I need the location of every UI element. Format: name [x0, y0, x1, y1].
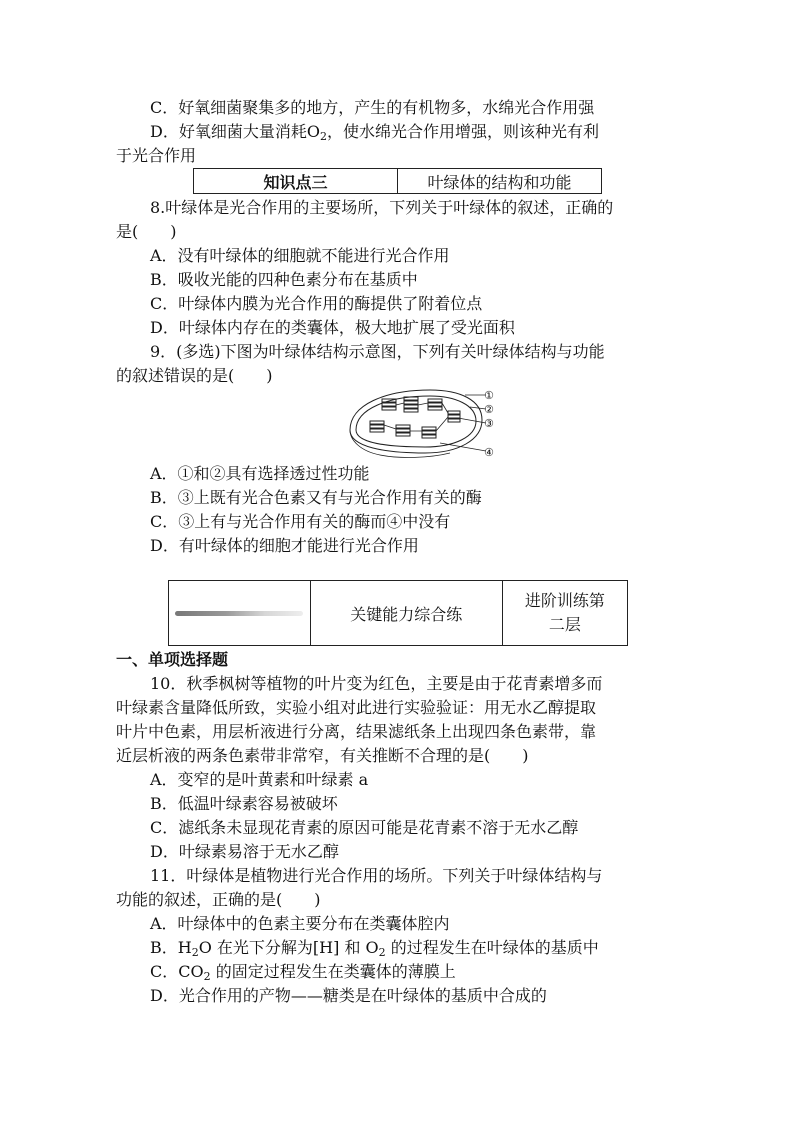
banner-level-line2: 二层: [548, 615, 581, 634]
banner-level: [502, 581, 627, 646]
chloroplast-diagram: [340, 385, 500, 465]
q9-option-b: B．③上既有光合色素又有与光合作用有关的酶: [150, 488, 482, 507]
q8-stem-cont: 是( ): [116, 222, 177, 241]
q11-option-d: D．光合作用的产物——糖类是在叶绿体的基质中合成的: [150, 986, 547, 1005]
banner-level-line1: 进阶训练第: [524, 591, 605, 610]
q10-option-c: C．滤纸条未显现花青素的原因可能是花青素不溶于无水乙醇: [150, 818, 579, 837]
q8-option-a: A．没有叶绿体的细胞就不能进行光合作用: [150, 246, 450, 265]
banner-bar-graphic: [175, 611, 303, 616]
q11-option-c: C．$CO_2$ 的固定过程发生在类囊体的薄膜上: [150, 962, 456, 983]
q10-stem-cont-2: 叶片中色素，用层析液进行分离，结果滤纸条上出现四条色素带，靠: [116, 722, 597, 741]
q10-stem-cont-1: 叶绿素含量降低所致，实验小组对此进行实验验证：用无水乙醇提取: [116, 698, 597, 717]
q10-option-b: B．低温叶绿素容易被破坏: [150, 794, 338, 813]
q8-stem: 8.叶绿体是光合作用的主要场所，下列关于叶绿体的叙述，正确的: [150, 198, 614, 217]
q7-option-d: D．好氧细菌大量消耗$O_2$，使水绵光合作用增强，则该种光有利: [150, 122, 599, 143]
q8-option-b: B．吸收光能的四种色素分布在基质中: [150, 270, 418, 289]
q11-option-b: B．$H_2O$ 在光下分解为[H] 和 $O_2$ 的过程发生在叶绿体的基质中: [150, 938, 599, 959]
q10-option-a: A．变窄的是叶黄素和叶绿素 a: [150, 770, 369, 789]
q7-option-d-cont: 于光合作用: [116, 146, 197, 165]
q9-stem-cont: 的叙述错误的是( ): [116, 366, 273, 385]
q10-stem: 10．秋季枫树等植物的叶片变为红色，主要是由于花青素增多而: [150, 674, 603, 693]
diagram-label-4: ④: [484, 446, 494, 459]
q11-stem: 11．叶绿体是植物进行光合作用的场所。下列关于叶绿体结构与: [150, 866, 603, 885]
q9-option-a: A．①和②具有选择透过性功能: [150, 464, 370, 483]
diagram-label-3: ③: [484, 417, 494, 430]
banner-title: 关键能力综合练: [310, 581, 502, 646]
diagram-label-1: ①: [484, 389, 494, 402]
q10-stem-cont-3: 近层析液的两条色素带非常窄，有关推断不合理的是( ): [116, 746, 529, 765]
q11-option-a: A．叶绿体中的色素主要分布在类囊体腔内: [150, 914, 450, 933]
q11-stem-cont: 功能的叙述，正确的是( ): [116, 890, 321, 909]
section-banner: [168, 580, 628, 646]
banner-decoration: [169, 581, 311, 646]
knowledge-point-header: [193, 168, 602, 194]
knowledge-point-title: 叶绿体的结构和功能: [398, 169, 602, 194]
q8-option-d: D．叶绿体内存在的类囊体，极大地扩展了受光面积: [150, 318, 515, 337]
q9-stem: 9．(多选)下图为叶绿体结构示意图，下列有关叶绿体结构与功能: [150, 342, 605, 361]
q8-option-c: C．叶绿体内膜为光合作用的酶提供了附着位点: [150, 294, 483, 313]
q9-option-c: C．③上有与光合作用有关的酶而④中没有: [150, 512, 451, 531]
diagram-label-2: ②: [484, 403, 494, 416]
q7-option-c: C．好氧细菌聚集多的地方，产生的有机物多，水绵光合作用强: [150, 98, 595, 117]
q10-option-d: D．叶绿素易溶于无水乙醇: [150, 842, 339, 861]
q9-option-d: D．有叶绿体的细胞才能进行光合作用: [150, 536, 419, 555]
section-heading: 一、单项选择题: [116, 650, 229, 669]
knowledge-point-label: 知识点三: [194, 169, 398, 194]
